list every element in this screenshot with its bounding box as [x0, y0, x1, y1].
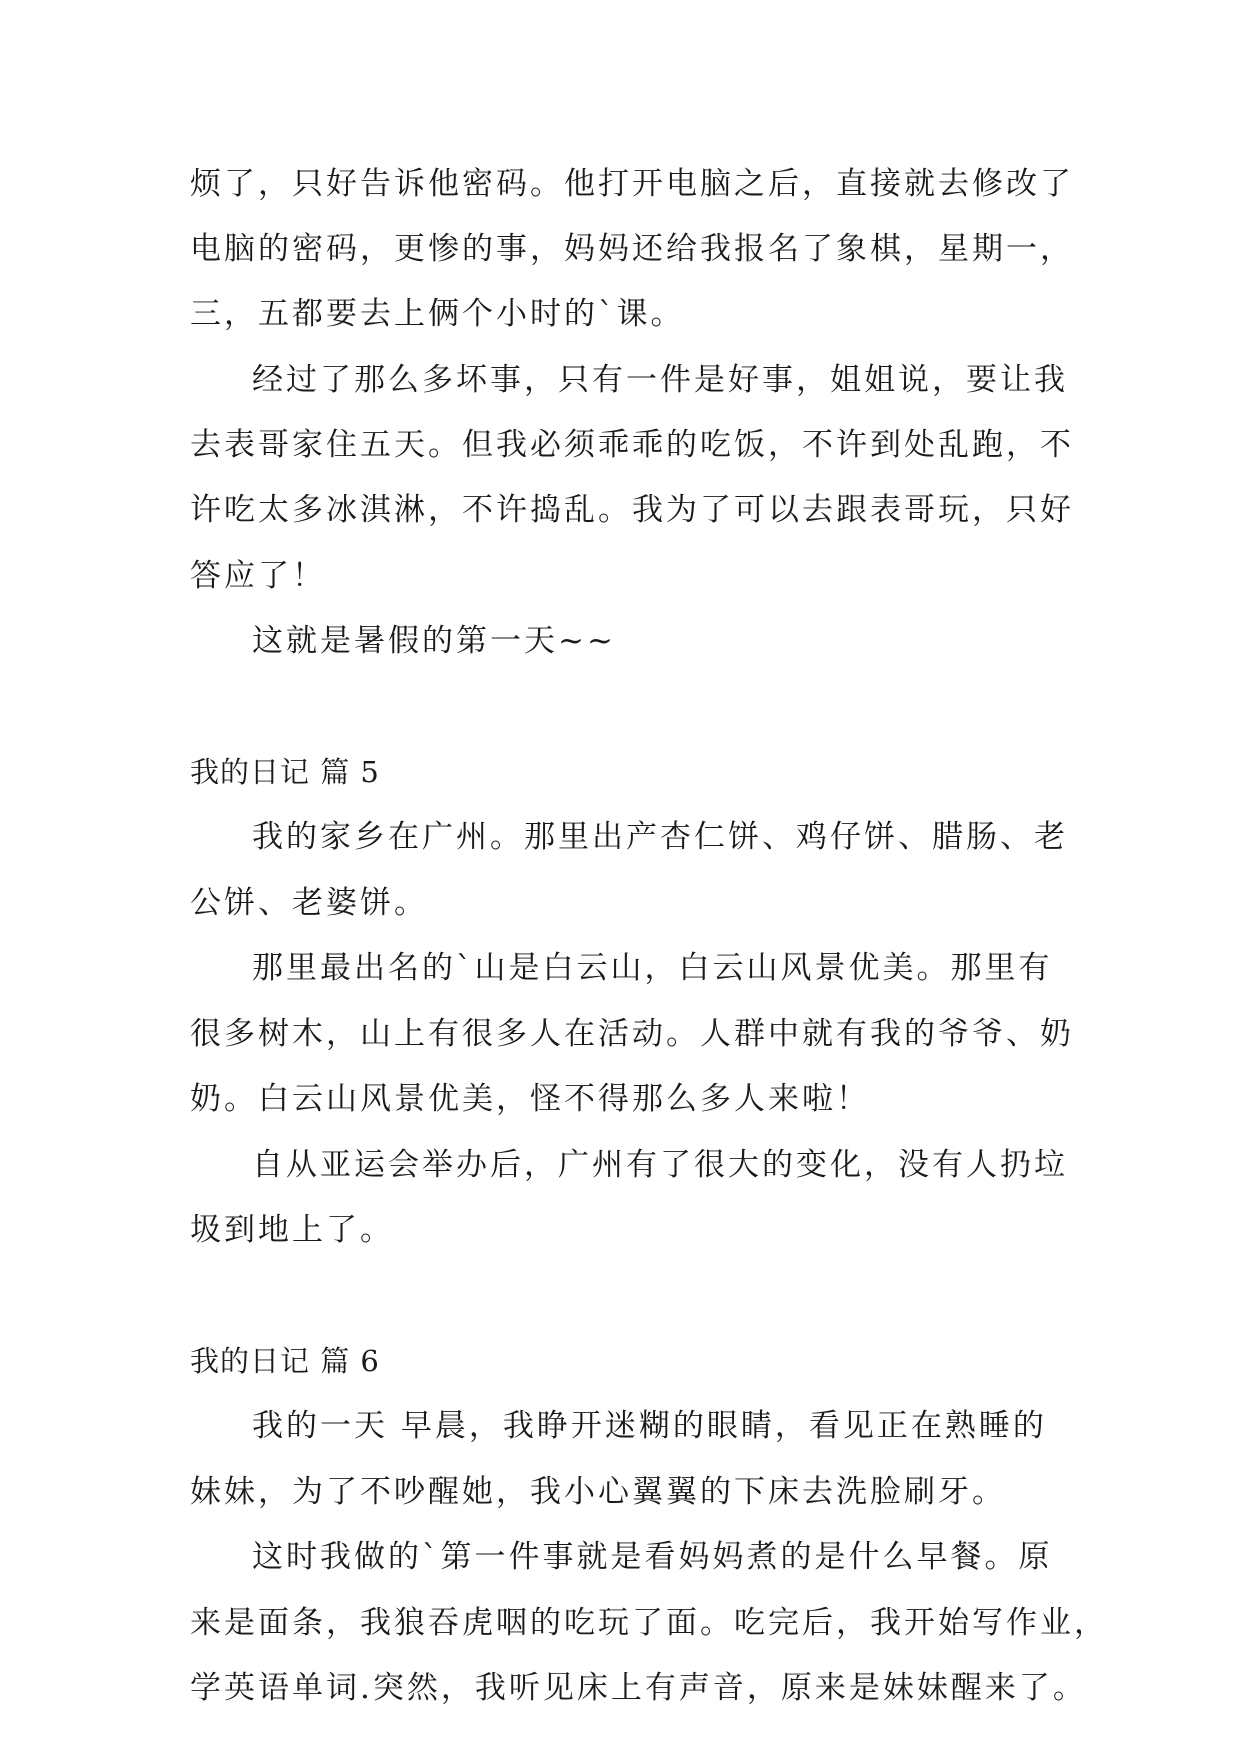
- paragraph-line: 烦了，只好告诉他密码。他打开电脑之后，直接就去修改了: [190, 166, 1074, 202]
- paragraph-line: 这就是暑假的第一天~~: [252, 623, 616, 659]
- paragraph-line: 我的一天 早晨，我睁开迷糊的眼睛，看见正在熟睡的: [252, 1408, 1047, 1444]
- paragraph-line: 经过了那么多坏事，只有一件是好事，姐姐说，要让我: [252, 362, 1068, 398]
- paragraph-line: 电脑的密码，更惨的事，妈妈还给我报名了象棋，星期一，: [190, 231, 1074, 267]
- paragraph-line: 来是面条，我狼吞虎咽的吃玩了面。吃完后，我开始写作业，: [190, 1605, 1108, 1641]
- paragraph-line: 自从亚运会举办后，广州有了很大的变化，没有人扔垃: [252, 1147, 1068, 1183]
- paragraph-line: 答应了！: [190, 558, 326, 594]
- paragraph-line: 我的家乡在广州。那里出产杏仁饼、鸡仔饼、腊肠、老: [252, 819, 1068, 855]
- paragraph-line: 去表哥家住五天。但我必须乖乖的吃饭，不许到处乱跑，不: [190, 427, 1074, 463]
- section-heading: 我的日记 篇 6: [190, 1344, 380, 1378]
- paragraph-line: 这时我做的`第一件事就是看妈妈煮的是什么早餐。原: [252, 1539, 1053, 1575]
- paragraph-line: 奶。白云山风景优美，怪不得那么多人来啦！: [190, 1081, 870, 1117]
- paragraph-line: 很多树木，山上有很多人在活动。人群中就有我的爷爷、奶: [190, 1016, 1074, 1052]
- paragraph-line: 圾到地上了。: [190, 1212, 394, 1248]
- paragraph-line: 学英语单词.突然，我听见床上有声音，原来是妹妹醒来了。: [190, 1670, 1087, 1706]
- paragraph-line: 那里最出名的`山是白云山，白云山风景优美。那里有: [252, 950, 1053, 986]
- paragraph-line: 许吃太多冰淇淋，不许捣乱。我为了可以去跟表哥玩，只好: [190, 492, 1074, 528]
- paragraph-line: 公饼、老婆饼。: [190, 885, 428, 921]
- paragraph-line: 妹妹，为了不吵醒她，我小心翼翼的下床去洗脸刷牙。: [190, 1474, 1006, 1510]
- section-heading: 我的日记 篇 5: [190, 755, 380, 789]
- paragraph-line: 三，五都要去上俩个小时的`课。: [190, 296, 685, 332]
